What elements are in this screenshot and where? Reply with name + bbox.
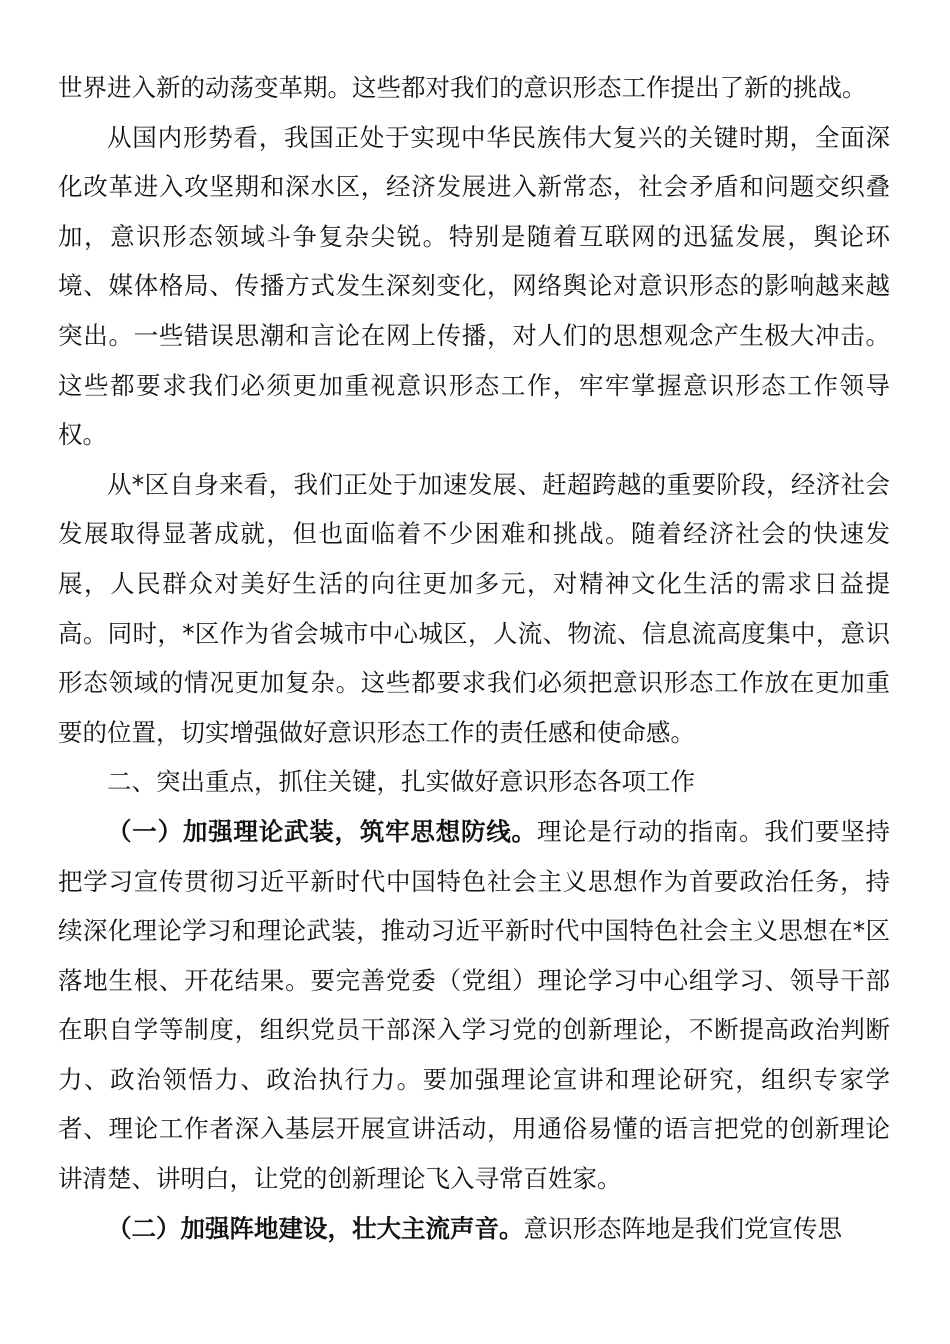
paragraph-front-construction <box>58 1204 890 1254</box>
paragraph-continuation: 世界进入新的动荡变革期。这些都对我们的意识形态工作提出了新的挑战。 <box>58 73 867 102</box>
paragraph-domestic-situation: 从国内形势看，我国正处于实现中华民族伟大复兴的关键时期，全面深化改革进入攻坚期和深水区，经济发展进入新常态，社会矛盾和问题交织叠加，意识形态领域斗争复杂尖锐。特别是随着互联网的迅猛发展，舆论环境、媒体格局、传播方式发生深刻变化，网络舆论对意识形态的影响越来越突出。一些错误思潮和言论在网上传播，对人们的思想观念产生极大冲击。这些都要求我们必须更加重视意识形态工作，牢牢掌握意识形态工作领导权。 <box>58 122 890 450</box>
paragraph-theory-armament <box>58 807 890 1204</box>
section-heading-two: 二、突出重点，抓住关键，扎实做好意识形态各项工作 <box>107 767 695 797</box>
paragraph-front-construction-body: 意识形态阵地是我们党宣传思 <box>523 1213 842 1243</box>
paragraph-district-situation: 从*区自身来看，我们正处于加速发展、赶超跨越的重要阶段，经济社会发展取得显著成就，但也面临着不少困难和挑战。随着经济社会的快速发展，人民群众对美好生活的向往更加多元，对精神文化生活的需求日益提高。同时，*区作为省会城市中心城区，人流、物流、信息流高度集中，意识形态领域的情况更加复杂。这些都要求我们必须把意识形态工作放在更加重要的位置，切实增强做好意识形态工作的责任感和使命感。 <box>58 469 890 747</box>
paragraph-theory-armament-body: 理论是行动的指南。我们要坚持把学习宣传贯彻习近平新时代中国特色社会主义思想作为首要政治任务，持续深化理论学习和理论武装，推动习近平新时代中国特色社会主义思想在*区落地生根、开花结果。要完善党委（党组）理论学习中心组学习、领导干部在职自学等制度，组织党员干部深入学习党的创新理论，不断提高政治判断力、政治领悟力、政治执行力。要加强理论宣讲和理论研究，组织专家学者、理论工作者深入基层开展宣讲活动，用通俗易懂的语言把党的创新理论讲清楚、讲明白，让党的创新理论飞入寻常百姓家。 <box>58 816 891 1194</box>
document-page <box>58 63 890 1253</box>
subheading-front-construction: （二）加强阵地建设，壮大主流声音。 <box>107 1213 524 1243</box>
subheading-theory-armament: （一）加强理论武装，筑牢思想防线。 <box>107 816 537 846</box>
